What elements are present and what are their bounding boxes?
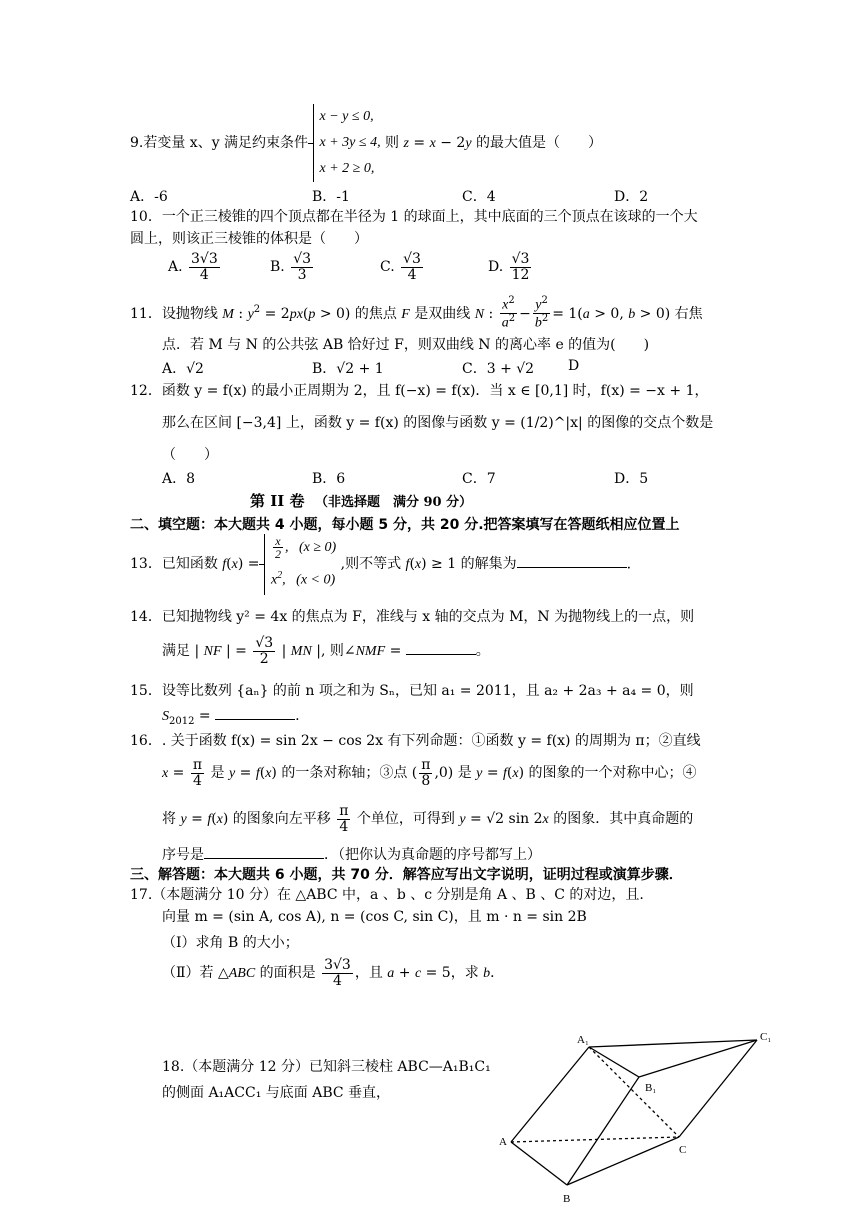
q13: 13．已知函数 f(x) = $\frac{x}{2}$ , (x ≥ 0) $x^2$, (x < 0) ,则不等式 f(x) ≥ 1 的解集为 . (130, 534, 631, 595)
q10-option-b: B. $\frac{√3}{3}$ (270, 251, 312, 283)
q17-part1: （Ⅰ）求角 B 的大小； (162, 935, 299, 951)
q12-option-a: A．8 (162, 471, 196, 487)
label-c: C (679, 1144, 687, 1156)
q9-option-a: A．-6 (130, 189, 168, 205)
q11-option-d: D (568, 358, 580, 374)
q12-option-b: B．6 (312, 471, 346, 487)
label-b: B (563, 1193, 571, 1205)
q15-line2: $S_{2012}$ = . (162, 708, 300, 727)
q17-line1: 17.（本题满分 10 分）在 △ABC 中，a 、b 、c 分别是角 A 、B 、C 的对边，且. (130, 887, 644, 903)
edge-ac-hidden (511, 1137, 679, 1142)
q17-line2: 向量 m = (sin A, cos A), n = (cos C, sin C)，且 m · n = sin 2B (162, 909, 587, 925)
q10-line1: 10．一个正三棱锥的四个顶点都在半径为 1 的球面上，其中底面的三个顶点在该球的一个大 (130, 209, 698, 225)
label-b1: B₁ (645, 1082, 657, 1094)
q12-line1: 12．函数 y = f(x) 的最小正周期为 2，且 f(−x) = f(x)．当 x ∈ [0,1] 时，f(x) = −x + 1， (130, 383, 709, 399)
q10-option-c: C. $\frac{√3}{4}$ (380, 251, 421, 283)
q11-line1: 11．设抛物线 M : $y^2 = 2px(p > 0)$ 的焦点 F 是双曲线 N : $\frac{x^2}{a^2}$ − $\frac{y^2}{b^2}$ = 1(a > 0, b > 0) 右焦 (130, 295, 703, 331)
q10-line2: 圆上，则该正三棱锥的体积是（ ） (130, 231, 368, 247)
q16-line1: 16．. 关于函数 f(x) = sin 2x − cos 2x 有下列命题：①函数 y = f(x) 的周期为 π；②直线 (130, 733, 701, 749)
q9-option-b: B．-1 (312, 189, 350, 205)
q17-part2: （Ⅱ）若 △ABC 的面积是 $\frac{3√3}{4}$ ，且 a + c = 5，求 b． (162, 957, 505, 989)
label-c1: C₁ (760, 1031, 772, 1043)
q9-c2: x + 3y ≤ 4, (319, 135, 381, 150)
q9-option-d: D．2 (614, 189, 649, 205)
q9-c3: x + 2 ≥ 0, (319, 161, 375, 176)
q11-line2: 点．若 M 与 N 的公共弦 AB 恰好过 F，则双曲线 N 的离心率 e 的值为( ) (162, 337, 650, 353)
q9-constraints (313, 104, 381, 182)
q14-line1: 14．已知抛物线 y² = 4x 的焦点为 F，准线与 x 轴的交点为 M，N 为抛物线上的一点，则 (130, 609, 695, 625)
edge-c1c (679, 1040, 757, 1137)
q10-option-d: D. $\frac{√3}{12}$ (488, 251, 530, 283)
label-a1: A₁ (577, 1034, 589, 1046)
q13-piecewise: $\frac{x}{2}$ , (x ≥ 0) $x^2$, (x < 0) (264, 534, 336, 595)
edge-b1c1 (639, 1040, 757, 1077)
q12-line2: 那么在区间 [−3,4] 上，函数 y = f(x) 的图像与函数 y = (1/2)^|x| 的图像的交点个数是 (162, 415, 714, 431)
q18-line1: 18.（本题满分 12 分）已知斜三棱柱 ABC—A₁B₁C₁ (162, 1059, 491, 1075)
edge-ab (511, 1142, 567, 1185)
q12-option-c: C．7 (462, 471, 496, 487)
q10-option-a: A. $\frac{3√3}{4}$ (168, 251, 218, 283)
edge-a1c-hidden (589, 1047, 679, 1137)
q9-tail: 则 z = x − 2y 的最大值是（ ） (385, 135, 603, 151)
q9-option-c: C．4 (462, 189, 496, 205)
edge-a1b1 (589, 1047, 639, 1077)
q12-option-d: D．5 (614, 471, 649, 487)
edge-a1c1 (589, 1040, 757, 1047)
q15-line1: 15．设等比数列 {aₙ} 的前 n 项之和为 Sₙ，已知 a₁ = 2011，且 a₂ + 2a₃ + a₄ = 0，则 (130, 683, 694, 699)
q9-text: 9.若变量 x、y 满足约束条件 (130, 135, 309, 151)
prism-figure (495, 1025, 785, 1210)
q11-option-b: B．√2 + 1 (312, 361, 384, 377)
section2-heading: 二、填空题：本大题共 4 小题，每小题 5 分，共 20 分.把答案填写在答题纸相应位置上 (130, 517, 680, 533)
edge-bc (567, 1137, 679, 1185)
q11-option-a: A．√2 (162, 361, 204, 377)
q12-line3: （ ） (162, 447, 218, 463)
part2-title: 第 II 卷 (250, 492, 305, 510)
q16-line3: 将 y = f(x) 的图象向左平移 $\frac{\pi}{4}$ 个单位，可得到 y = √2 sin 2x 的图象．其中真命题的 (162, 803, 694, 835)
q9-c1: x − y ≤ 0, (319, 109, 374, 124)
q18-line2: 的侧面 A₁ACC₁ 与底面 ABC 垂直， (162, 1085, 391, 1101)
label-a: A (499, 1136, 507, 1148)
q14-line2: 满足 | NF | = $\frac{√3}{2}$ | MN |, 则∠NMF = 。 (162, 635, 490, 667)
section3-heading: 三、解答题：本大题共 6 小题，共 70 分．解答应写出文字说明，证明过程或演算步骤． (130, 867, 683, 883)
q16-line2: x = $\frac{\pi}{4}$ 是 y = f(x) 的一条对称轴；③点 ( $\frac{\pi}{8}$ ,0) 是 y = f(x) 的图象的一个对称中心；④ (162, 757, 697, 789)
part2-subtitle: （非选择题 满分 90 分） (314, 495, 473, 510)
q9 (130, 104, 602, 182)
q16-line4: 序号是 ．（把你认为真命题的序号都写上） (162, 847, 541, 863)
edge-b1b (567, 1077, 639, 1185)
part2-heading (250, 490, 472, 511)
edge-a1a (511, 1047, 589, 1142)
q11-option-c: C．3 + √2 (462, 361, 535, 377)
